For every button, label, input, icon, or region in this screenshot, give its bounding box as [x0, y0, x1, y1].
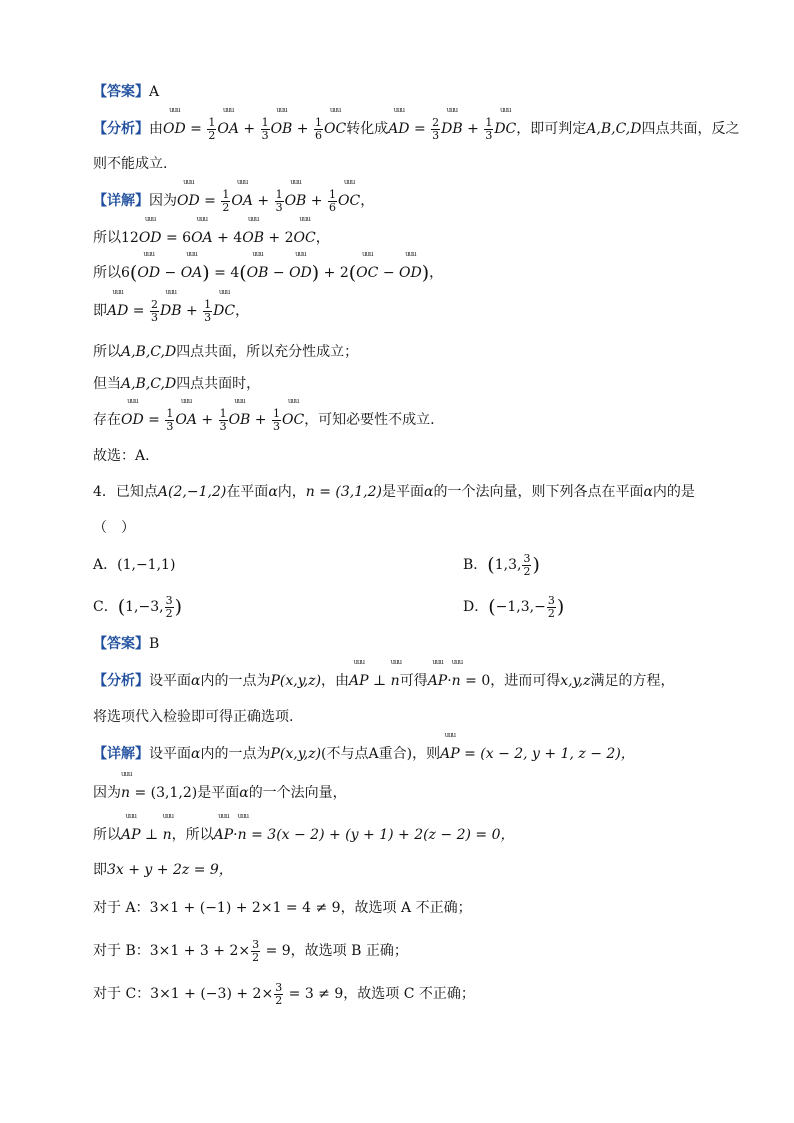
points-label: A,B,C,D	[586, 121, 642, 137]
detail-line-2: 所以12uuu OD = 6uuu OA + 4uuu OB + 2uuu OC，	[93, 224, 714, 252]
vector-OD: uuu OD	[163, 115, 186, 143]
question-number: 4．已知点	[93, 484, 158, 500]
text: 内的一点为	[200, 746, 271, 762]
fraction: $\frac{1}{3}$	[261, 115, 269, 142]
vector-OA: uuu OA	[191, 224, 213, 252]
text: 故选：A.	[93, 448, 150, 464]
text: ，故选项 B 正确；	[290, 943, 408, 959]
fraction: $\frac{1}{2}$	[208, 115, 216, 142]
text: 所以	[93, 265, 121, 281]
equation: 3x + y + 2z = 9，	[107, 862, 233, 878]
text: 内，	[277, 484, 306, 500]
vector-OB: uuu OB	[271, 115, 293, 143]
answer-tag: 【答案】	[93, 636, 149, 652]
detail-2-line-1	[93, 740, 714, 768]
text: = 3(x − 2) + (y + 1) + 2(z − 2) = 0，	[251, 827, 515, 843]
option-C[interactable]: C．(1,−3, $\frac{3}{2}$ )	[93, 593, 183, 620]
text: 由	[149, 121, 163, 137]
text: ，故选项 A 不正确；	[340, 900, 472, 916]
vector-OC: uuu OC	[294, 224, 316, 252]
text: 对于 C：	[93, 986, 151, 1002]
vector-n: uuu n	[163, 821, 172, 849]
vector-AD: uuu AD	[388, 115, 409, 143]
text: (不与点A重合)，则	[321, 746, 441, 762]
detail-line-4: 即uuu AD = $\frac{2}{3}$ uuu DB + $\frac{1}{3}$ uuu DC，	[93, 297, 714, 325]
text: 所以	[93, 344, 121, 360]
points-label: A,B,C,D	[121, 344, 177, 360]
text: 对于 A：	[93, 900, 150, 916]
text: 内的一点为	[200, 673, 271, 689]
text: 因为	[93, 785, 121, 801]
text: 存在	[93, 412, 121, 428]
fraction: $\frac{1}{3}$	[275, 187, 283, 214]
text: 将选项代入检验即可得正确选项.	[93, 709, 294, 725]
text: = 0	[465, 673, 491, 689]
answer-value: A	[149, 84, 160, 100]
analysis-line-1: 【分析】由uuu OD = $\frac{1}{2}$ uuu OA + $\frac{1}{3}$ uuu OB + $\frac{1}{6}$ uuu OC转化成uuu AD = $\frac{2}{3}$ uuu DB + $\frac{1}{3}$ uuu DC，即可判定A,B,C,D四点共面，反之	[93, 115, 714, 143]
vector-OD: uuu OD	[177, 187, 200, 215]
equation: = 3 ≠ 9	[288, 986, 344, 1002]
text: 四点共面时，	[176, 376, 261, 392]
vector-n: uuu n	[391, 667, 400, 695]
detail-tag: 【详解】	[93, 193, 149, 209]
analysis-tag: 【分析】	[93, 673, 149, 689]
equation: = 9	[265, 943, 291, 959]
options-row-1	[93, 551, 714, 579]
text: 对于 B：	[93, 943, 150, 959]
vector-OC: uuu OC	[338, 187, 360, 215]
check-B	[93, 937, 714, 965]
alpha: α	[239, 785, 249, 801]
detail-2-line-4	[93, 856, 714, 884]
vector-n: uuu n	[121, 779, 130, 807]
text: 在平面	[226, 484, 269, 500]
answer-value: B	[149, 636, 160, 652]
fraction: $\frac{2}{3}$	[432, 115, 440, 142]
text: = (x − 2, y + 1, z − 2)，	[464, 746, 635, 762]
detail-line-3: 所以6(uuu OD − uuu OA) = 4(uuu OB − uuu OD) + 2(uuu OC − uuu OD)，	[93, 259, 714, 287]
vector-DB: uuu DB	[160, 297, 182, 325]
fraction: $\frac{1}{3}$	[166, 406, 174, 433]
vector-OB: uuu OB	[247, 259, 269, 287]
vector-OD: uuu OD	[289, 259, 312, 287]
text: ，故选项 C 不正确；	[343, 986, 475, 1002]
conclusion-line-1	[93, 442, 714, 470]
fraction: $\frac{2}{3}$	[150, 297, 158, 324]
text: 因为	[149, 193, 177, 209]
text: 的一个法向量，则下列各点在平面	[433, 484, 644, 500]
alpha: α	[268, 484, 278, 500]
text: 即	[93, 303, 107, 319]
option-label: B．	[463, 557, 488, 573]
equation: 3×1 + 3 + 2×	[149, 943, 251, 959]
fraction: $\frac{1}{2}$	[222, 187, 230, 214]
option-label: D．	[463, 599, 489, 615]
text: 满足的方程，	[590, 673, 675, 689]
fraction: $\frac{1}{6}$	[314, 115, 322, 142]
vector-OB: uuu OB	[229, 406, 251, 434]
question-4-paren	[93, 514, 714, 542]
option-label: C．	[93, 599, 118, 615]
detail-tag: 【详解】	[93, 746, 149, 762]
vector-OA: uuu OA	[181, 259, 203, 287]
answer-tag: 【答案】	[93, 84, 149, 100]
fraction: $\frac{3}{2}$	[252, 937, 260, 964]
detail-line-1: 【详解】因为uuu OD = $\frac{1}{2}$ uuu OA + $\frac{1}{3}$ uuu OB + $\frac{1}{6}$ uuu OC，	[93, 187, 714, 215]
fraction: $\frac{1}{3}$	[204, 297, 212, 324]
points-label: A,B,C,D	[121, 376, 177, 392]
vector-OC: uuu OC	[356, 259, 378, 287]
vector-OB: uuu OB	[242, 224, 264, 252]
text: ，进而可得	[490, 673, 561, 689]
fraction: $\frac{3}{2}$	[547, 593, 555, 620]
vector-AP: uuu AP	[214, 821, 234, 849]
option-B[interactable]: B．(1,3, $\frac{3}{2}$ )	[463, 551, 540, 578]
fraction: $\frac{1}{3}$	[272, 406, 280, 433]
text: ，可知必要性不成立.	[304, 412, 435, 428]
detail-line-6	[93, 370, 714, 398]
vector-OD: uuu OD	[121, 406, 144, 434]
detail-2-line-2	[93, 779, 714, 807]
vector-AP: uuu AP	[121, 821, 141, 849]
text: 四点共面，反之	[641, 121, 740, 137]
text: 则不能成立.	[93, 156, 168, 172]
text: 转化成	[346, 121, 389, 137]
text: = (3,1,2)	[134, 785, 198, 801]
detail-2-line-3: 所以uuu AP ⊥ uuu n，所以uuu AP·uuu n = 3(x − 2) + (y + 1) + 2(z − 2) = 0，	[93, 821, 714, 849]
vector-n: uuu n	[452, 667, 461, 695]
check-A	[93, 894, 714, 922]
vector-n: uuu n	[238, 821, 247, 849]
detail-line-7: 存在uuu OD = $\frac{1}{3}$ uuu OA + $\frac{1}{3}$ uuu OB + $\frac{1}{3}$ uuu OC，可知必要性不成立.	[93, 406, 714, 434]
vector-AP: uuu AP	[428, 667, 448, 695]
normal-vector: n = (3,1,2)	[305, 484, 382, 500]
alpha: α	[191, 673, 201, 689]
text: 所以	[93, 827, 121, 843]
analysis-tag: 【分析】	[93, 121, 149, 137]
option-A[interactable]	[93, 557, 175, 573]
text: 四点共面，所以充分性成立；	[176, 344, 359, 360]
text: 所以	[93, 230, 121, 246]
vector-OA: uuu OA	[217, 115, 239, 143]
text: ，即可判定	[516, 121, 587, 137]
vector-DC: uuu DC	[213, 297, 235, 325]
text: 可得	[399, 673, 428, 689]
answer-blank: （ ）	[93, 520, 135, 536]
answer-line-2	[93, 630, 714, 658]
variables: x,y,z	[560, 673, 591, 689]
vector-OC: uuu OC	[324, 115, 346, 143]
alpha: α	[643, 484, 653, 500]
answer-line-1	[93, 78, 714, 106]
fraction: $\frac{1}{3}$	[485, 115, 493, 142]
text: ，所以	[171, 827, 214, 843]
vector-OC: uuu OC	[282, 406, 304, 434]
vector-OA: uuu OA	[231, 187, 253, 215]
question-4	[93, 478, 714, 506]
point-A: A(2,−1,2)	[157, 484, 227, 500]
text: 但当	[93, 376, 121, 392]
equation: 3×1 + (−1) + 2×1 = 4 ≠ 9	[149, 900, 341, 916]
vector-OD: uuu OD	[137, 259, 160, 287]
alpha: α	[191, 746, 201, 762]
vector-OB: uuu OB	[285, 187, 307, 215]
vector-OA: uuu OA	[175, 406, 197, 434]
vector-DB: uuu DB	[441, 115, 463, 143]
options-row-2	[93, 593, 714, 621]
vector-OD: uuu OD	[139, 224, 162, 252]
check-C	[93, 980, 714, 1008]
detail-line-5	[93, 338, 714, 366]
text: 的一个法向量，	[248, 785, 347, 801]
analysis-line-2	[93, 150, 714, 178]
equation: 3×1 + (−3) + 2×	[150, 986, 274, 1002]
text: 是平面	[197, 785, 240, 801]
fraction: $\frac{3}{2}$	[275, 980, 283, 1007]
text: 设平面	[149, 746, 191, 762]
option-D[interactable]: D．(−1,3,− $\frac{3}{2}$ )	[463, 593, 565, 620]
fraction: $\frac{3}{2}$	[523, 551, 531, 578]
vector-AP: uuu AP	[440, 740, 460, 768]
text: ，由	[321, 673, 350, 689]
analysis-2-line-2	[93, 703, 714, 731]
text: 即	[93, 862, 107, 878]
point-P: P(x,y,z)	[270, 673, 322, 689]
option-value: (1,−1,1)	[117, 557, 176, 573]
vector-AP: uuu AP	[349, 667, 369, 695]
fraction: $\frac{3}{2}$	[165, 593, 173, 620]
vector-DC: uuu DC	[494, 115, 516, 143]
vector-OD: uuu OD	[399, 259, 422, 287]
text: 是平面	[381, 484, 424, 500]
point-P: P(x,y,z)	[270, 746, 322, 762]
alpha: α	[423, 484, 434, 500]
analysis-2-line-1: 【分析】设平面α内的一点为P(x,y,z)，由uuu AP ⊥ uuu n可得uuu AP·uuu n = 0，进而可得x,y,z满足的方程，	[93, 667, 714, 695]
option-label: A．	[93, 557, 118, 573]
fraction: $\frac{1}{3}$	[219, 406, 227, 433]
vector-AD: uuu AD	[107, 297, 128, 325]
fraction: $\frac{1}{6}$	[328, 187, 336, 214]
text: 设平面	[149, 673, 191, 689]
text: 内的是	[652, 484, 695, 500]
